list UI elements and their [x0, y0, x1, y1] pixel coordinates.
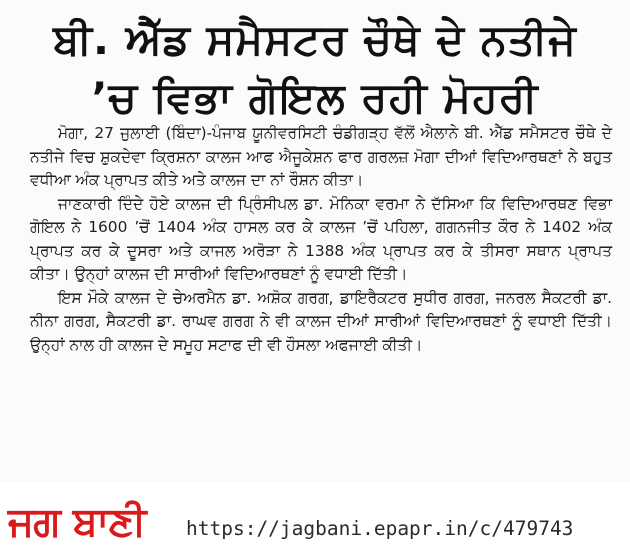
- article-paragraph-2: ਜਾਣਕਾਰੀ ਦਿੰਦੇ ਹੋਏ ਕਾਲਜ ਦੀ ਪ੍ਰਿੰਸੀਪਲ ਡਾ. ਮੋਨਿਕਾ ਵਰਮਾ ਨੇ ਦੱਸਿਆ ਕਿ ਵਿਦਿਆਰਥਣ ਵਿਭਾ ਗੋਇਲ ਨੇ 1600 ’ਚੋਂ 1404 ਅੰਕ ਹਾਸਲ ਕਰ ਕੇ ਕਾਲਜ ’ਚੋਂ ਪਹਿਲਾ, ਗਗਨਜੀਤ ਕੌਰ ਨੇ 1402 ਅੰਕ ਪ੍ਰਾਪਤ ਕਰ ਕੇ ਦੂਸਰਾ ਅਤੇ ਕਾਜਲ ਅਰੋੜਾ ਨੇ 1388 ਅੰਕ ਪ੍ਰਾਪਤ ਕਰ ਕੇ ਤੀਸਰਾ ਸਥਾਨ ਪ੍ਰਾਪਤ ਕੀਤਾ। ਉਨ੍ਹਾਂ ਕਾਲਜ ਦੀ ਸਾਰੀਆਂ ਵਿਦਿਆਰਥਣਾਂ ਨੂੰ ਵਧਾਈ ਦਿੱਤੀ।: [30, 194, 612, 283]
- article-body: [30, 122, 612, 357]
- source-url-link[interactable]: https://jagbani.epapr.in/c/479743: [186, 517, 574, 540]
- jagbani-logo: ਜਗ ਬਾਣੀ: [8, 498, 146, 545]
- headline-line-2: ’ਚ ਵਿਭਾ ਗੋਇਲ ਰਹੀ ਮੋਹਰੀ: [91, 73, 539, 122]
- headline-line-1: ਬੀ. ਐੱਡ ਸਮੈਸਟਰ ਚੌਥੇ ਦੇ ਨਤੀਜੇ: [53, 15, 577, 64]
- article-paragraph-3: ਇਸ ਮੌਕੇ ਕਾਲਜ ਦੇ ਚੇਅਰਮੈਨ ਡਾ. ਅਸ਼ੋਕ ਗਰਗ, ਡਾਇਰੈਕਟਰ ਸੁਧੀਰ ਗਰਗ, ਜਨਰਲ ਸੈਕਟਰੀ ਡਾ. ਨੀਨਾ ਗਰਗ, ਸੈਕਟਰੀ ਡਾ. ਰਾਘਵ ਗਰਗ ਨੇ ਵੀ ਕਾਲਜ ਦੀਆਂ ਸਾਰੀਆਂ ਵਿਦਿਆਰਥਣਾਂ ਨੂੰ ਵਧਾਈ ਦਿੱਤੀ। ਉਨ੍ਹਾਂ ਨਾਲ ਹੀ ਕਾਲਜ ਦੇ ਸਮੂਹ ਸਟਾਫ ਦੀ ਵੀ ਹੌਸਲਾ ਅਫਜਾਈ ਕੀਤੀ।: [30, 288, 612, 354]
- article-paragraph-1: ਮੋਗਾ, 27 ਜੁਲਾਈ (ਬਿੰਦਾ)-ਪੰਜਾਬ ਯੂਨੀਵਰਸਿਟੀ ਚੰਡੀਗੜ੍ਹ ਵੱਲੋਂ ਐਲਾਨੇ ਬੀ. ਐੱਡ ਸਮੈਸਟਰ ਚੌਥੇ ਦੇ ਨਤੀਜੇ ਵਿਚ ਸ਼ੁਕਦੇਵਾ ਕ੍ਰਿਸ਼ਨਾ ਕਾਲਜ ਆਫ ਐਜੂਕੇਸ਼ਨ ਫਾਰ ਗਰਲਜ਼ ਮੋਗਾ ਦੀਆਂ ਵਿਦਿਆਰਥਣਾਂ ਨੇ ਬਹੁਤ ਵਧੀਆ ਅੰਕ ਪ੍ਰਾਪਤ ਕੀਤੇ ਅਤੇ ਕਾਲਜ ਦਾ ਨਾਂ ਰੌਸ਼ਨ ਕੀਤਾ।: [30, 124, 612, 189]
